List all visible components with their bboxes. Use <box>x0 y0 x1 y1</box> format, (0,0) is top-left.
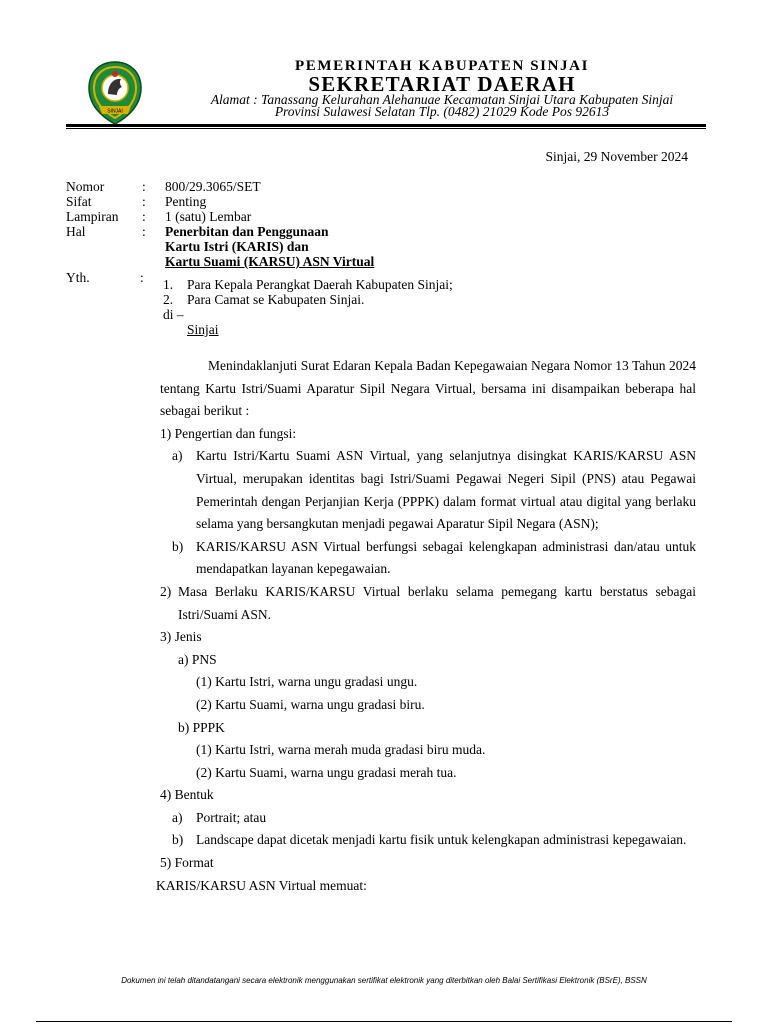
meta-value: Penting <box>165 194 207 209</box>
meta-value: 800/29.3065/SET <box>165 179 261 194</box>
letter-body <box>156 355 696 897</box>
section-3b: b) PPPK <box>178 719 225 735</box>
recipient-item <box>163 277 453 292</box>
section-1a <box>160 445 696 535</box>
recipient-text: Para Camat se Kabupaten Sinjai. <box>187 292 365 307</box>
recipient-number: 2. <box>163 292 174 307</box>
letter-date: Sinjai, 29 November 2024 <box>545 149 688 164</box>
item-text: KARIS/KARSU ASN Virtual berfungsi sebagai kelengkapan administrasi dan/atau untuk mendapatkan layanan kepegawaian. <box>196 538 696 577</box>
section-5-heading: 5) Format <box>160 855 214 871</box>
item-label: a) <box>172 448 183 464</box>
meta-colon: : <box>142 224 146 239</box>
subject-line-3: Kartu Suami (KARSU) ASN Virtual <box>165 254 375 269</box>
section-3b2: (2) Kartu Suami, warna ungu gradasi merah tua. <box>196 764 457 780</box>
meta-colon: : <box>142 179 146 194</box>
section-3a1: (1) Kartu Istri, warna ungu gradasi ungu. <box>196 674 418 690</box>
section-4b <box>160 829 696 852</box>
recipient-di: di – <box>163 307 184 322</box>
recipient-number: 1. <box>163 277 174 292</box>
meta-sifat <box>66 194 374 209</box>
recipient-city: Sinjai <box>187 322 219 337</box>
letterhead-office: SEKRETARIAT DAERAH <box>308 72 576 96</box>
item-label: 2) <box>160 583 172 599</box>
section-2 <box>160 581 696 626</box>
recipient-text: Para Kepala Perangkat Daerah Kabupaten Sinjai; <box>187 277 453 292</box>
intro-paragraph: Menindaklanjuti Surat Edaran Kepala Badan Kepegawaian Negara Nomor 13 Tahun 2024 tentang Kartu Istri/Suami Aparatur Sipil Negara Virtual, bersama ini disampaikan beberapa hal sebagai berikut : <box>160 358 696 419</box>
logo-caption: SINJAI <box>107 108 123 115</box>
footer-rule <box>36 1021 732 1022</box>
section-3a2: (2) Kartu Suami, warna ungu gradasi biru. <box>196 696 425 712</box>
meta-key: Nomor <box>66 179 105 194</box>
letterhead-rule-thick <box>66 124 706 127</box>
section-4a <box>160 807 696 830</box>
section-3a: a) PNS <box>178 651 217 667</box>
letterhead-address <box>150 94 734 118</box>
section-3-heading: 3) Jenis <box>160 629 202 645</box>
section-1b <box>160 536 696 581</box>
subject-line-1: Penerbitan dan Penggunaan <box>165 224 329 239</box>
recipient-item <box>163 292 453 307</box>
meta-hal <box>66 224 374 269</box>
meta-colon: : <box>142 194 146 209</box>
item-label: b) <box>172 832 184 848</box>
item-text: Kartu Istri/Kartu Suami ASN Virtual, yang selanjutnya disingkat KARIS/KARSU ASN Virtual, merupakan identitas bagi Istri/Suami Pegawai Negeri Sipil (PNS) atau Pegawai Pemerintah dengan Perjanjian Kerja (PPPK) dalam format virtual atau digital yang berlaku selama yang bersangkutan menjadi pegawai Aparatur Sipil Negara (ASN); <box>196 448 696 532</box>
section-4-heading: 4) Bentuk <box>160 787 214 803</box>
item-label: a) <box>172 809 183 825</box>
meta-colon: : <box>142 209 146 224</box>
letter-meta <box>66 179 374 269</box>
meta-key: Sifat <box>66 194 92 209</box>
recipient-colon: : <box>140 270 144 285</box>
kabupaten-sinjai-logo <box>86 60 144 126</box>
item-text: Masa Berlaku KARIS/KARSU Virtual berlaku selama pemegang kartu berstatus sebagai Istri/Suami ASN. <box>178 583 696 622</box>
section-5-text: KARIS/KARSU ASN Virtual memuat: <box>156 877 367 893</box>
address-line-2: Provinsi Sulawesi Selatan Tlp. (0482) 21029 Kode Pos 92613 <box>274 104 610 119</box>
meta-nomor <box>66 179 374 194</box>
item-text: Landscape dapat dicetak menjadi kartu fisik untuk kelengkapan administrasi kepegawaian. <box>196 832 687 848</box>
address-line-1: Alamat : Tanassang Kelurahan Alehanuae Kecamatan Sinjai Utara Kabupaten Sinjai <box>210 92 674 107</box>
meta-key: Hal <box>66 224 86 239</box>
item-text: Portrait; atau <box>196 809 267 825</box>
section-3b1: (1) Kartu Istri, warna merah muda gradasi biru muda. <box>196 742 486 758</box>
subject-line-2: Kartu Istri (KARIS) dan <box>165 239 309 254</box>
section-1-heading: 1) Pengertian dan fungsi: <box>160 425 297 441</box>
letterhead-rule-thin <box>66 128 706 129</box>
meta-subject <box>165 224 374 269</box>
esign-footer-note: Dokumen ini telah ditandatangani secara elektronik menggunakan sertifikat elektronik yang diterbitkan oleh Balai Sertifikasi Elektronik (BSrE), BSSN <box>121 976 647 985</box>
meta-lampiran <box>66 209 374 224</box>
letterhead-government: PEMERINTAH KABUPATEN SINJAI <box>294 58 590 74</box>
item-label: b) <box>172 538 184 554</box>
meta-value: 1 (satu) Lembar <box>165 209 252 224</box>
recipient-list <box>163 277 453 337</box>
recipient-label: Yth. <box>66 270 90 285</box>
meta-key: Lampiran <box>66 209 119 224</box>
